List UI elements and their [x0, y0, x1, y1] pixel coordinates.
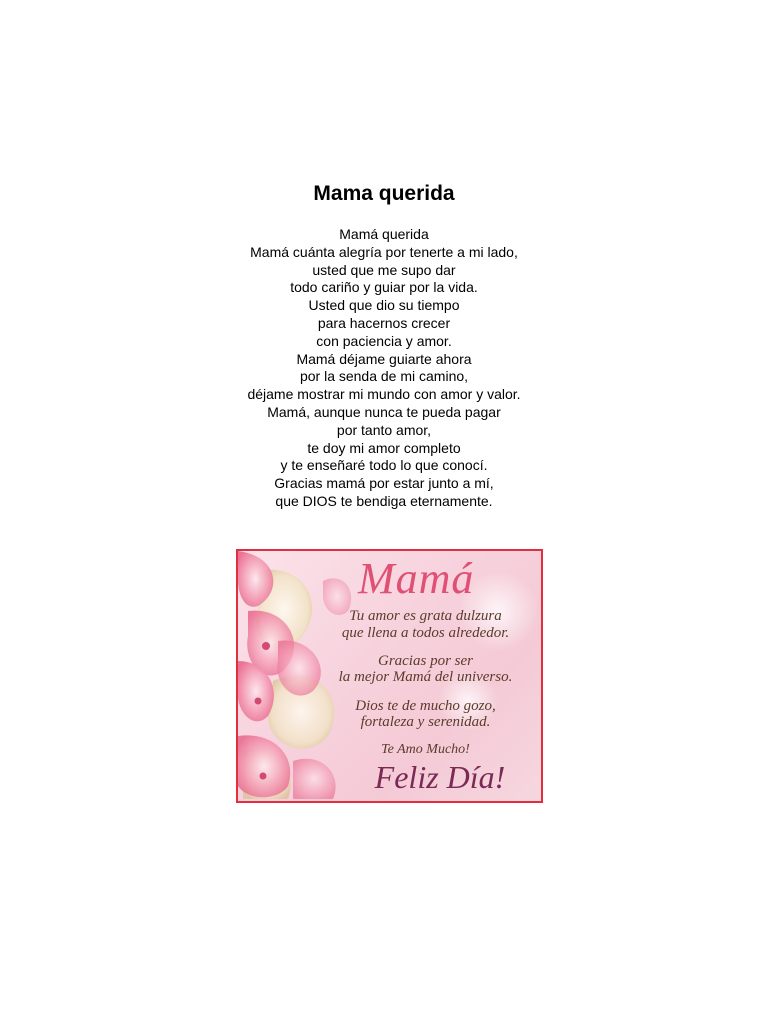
card-closing: Feliz Día! — [374, 759, 506, 795]
card-title: Mamá — [358, 554, 475, 603]
poem-line: por la senda de mi camino, — [299, 368, 469, 385]
card-text — [238, 551, 541, 801]
poem-line: Mamá querida — [339, 226, 429, 242]
page-title: Mama querida — [313, 182, 455, 205]
card-line: la mejor Mamá del universo. — [338, 669, 513, 685]
poem-line: todo cariño y guiar por la vida. — [290, 279, 478, 296]
poem-line: usted que me supo dar — [312, 261, 456, 278]
poem-line: Gracias mamá por estar junto a mí, — [274, 475, 494, 492]
card-line: fortaleza y serenidad. — [360, 714, 491, 730]
card-line: Gracias por ser — [377, 653, 473, 669]
poem-line: Mamá cuánta alegría por tenerte a mi lado, — [250, 243, 518, 260]
card-line: Dios te de mucho gozo, — [355, 698, 496, 714]
greeting-card-image — [236, 549, 543, 803]
poem-line: Usted que dio su tiempo — [308, 297, 460, 314]
poem-line: y te enseñaré todo lo que conocí. — [280, 457, 488, 474]
poem — [0, 226, 768, 511]
poem-line: te doy mi amor completo — [307, 439, 461, 456]
poem-line: para hacernos crecer — [317, 314, 451, 331]
poem-line: con paciencia y amor. — [316, 332, 452, 349]
poem-line: que DIOS te bendiga eternamente. — [275, 492, 493, 509]
card-line: que llena a todos alrededor. — [341, 625, 510, 641]
poem-line: Mamá, aunque nunca te pueda pagar — [267, 403, 501, 420]
card-line: Te Amo Mucho! — [381, 742, 470, 757]
card-line: Tu amor es grata dulzura — [349, 608, 502, 624]
poem-line: Mamá déjame guiarte ahora — [296, 350, 472, 367]
poem-line: por tanto amor, — [336, 421, 432, 438]
poem-line: déjame mostrar mi mundo con amor y valor. — [247, 386, 521, 403]
